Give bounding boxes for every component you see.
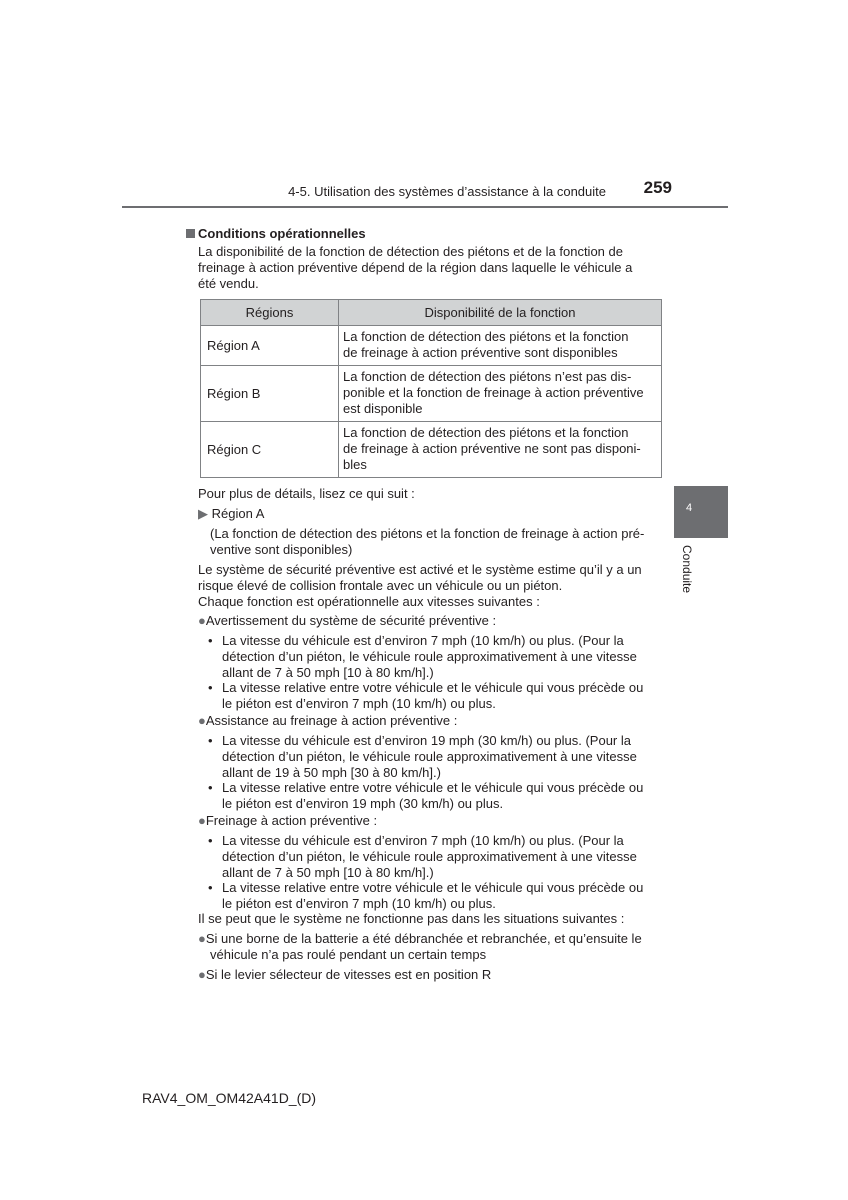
- bullet-line: La vitesse du véhicule est d’environ 7 mph (10 km/h) ou plus. (Pour la: [222, 833, 624, 848]
- bullet-line: La vitesse relative entre votre véhicule et le véhicule qui vous précède ou: [222, 880, 644, 895]
- function-title: [198, 713, 457, 729]
- bullet-line: La vitesse du véhicule est d’environ 7 mph (10 km/h) ou plus. (Pour la: [222, 633, 624, 648]
- triangle-item: [198, 506, 264, 522]
- table-row: [201, 422, 662, 478]
- system-line: risque élevé de collision frontale avec un véhicule ou un piéton.: [198, 578, 563, 593]
- bullet-line: La vitesse relative entre votre véhicule et le véhicule qui vous précède ou: [222, 780, 644, 795]
- bullet-dot: •: [208, 833, 213, 848]
- chapter-label: Conduite: [680, 545, 694, 594]
- triangle-item-label: Région A: [211, 506, 265, 521]
- triangle-note-line: (La fonction de détection des piétons et la fonction de freinage à action pré-: [210, 526, 645, 541]
- header-divider: [122, 206, 728, 208]
- bullet-line: détection d’un piéton, le véhicule roule approximativement à une vitesse: [222, 749, 637, 764]
- circle-bullet-icon: ●: [198, 813, 206, 828]
- bullet-line: détection d’un piéton, le véhicule roule approximativement à une vitesse: [222, 649, 637, 664]
- footer-code: RAV4_OM_OM42A41D_(D): [142, 1090, 317, 1106]
- table-header-regions: Régions: [201, 300, 339, 326]
- bullet-line: le piéton est d’environ 7 mph (10 km/h) ou plus.: [222, 696, 496, 711]
- circle-bullet-icon: ●: [198, 931, 206, 946]
- bullet-line: le piéton est d’environ 19 mph (30 km/h) ou plus.: [222, 796, 504, 811]
- table-cell-line: bles: [343, 457, 367, 472]
- table-row: [201, 366, 662, 422]
- table-cell-line: La fonction de détection des piétons et la fonction: [343, 329, 629, 344]
- bullet-dot: •: [208, 680, 213, 695]
- table-row: [201, 326, 662, 366]
- section-heading-text: Conditions opérationnelles: [198, 226, 366, 241]
- limitation-item: [198, 967, 491, 983]
- bullet-dot: •: [208, 733, 213, 748]
- table-cell-availability: [339, 422, 662, 478]
- table-cell-line: de freinage à action préventive ne sont pas disponi-: [343, 441, 641, 456]
- table-header-availability: Disponibilité de la fonction: [339, 300, 662, 326]
- function-title: [198, 813, 377, 829]
- circle-bullet-icon: ●: [198, 613, 206, 628]
- availability-table: [200, 299, 662, 478]
- triangle-note-line: ventive sont disponibles): [210, 542, 353, 557]
- limitation-line: Si le levier sélecteur de vitesses est en position R: [205, 967, 492, 982]
- limitation-item: [198, 931, 642, 947]
- bullet-dot: •: [208, 780, 213, 795]
- details-lead: Pour plus de détails, lisez ce qui suit :: [198, 486, 415, 501]
- table-cell-line: La fonction de détection des piétons n’est pas dis-: [343, 369, 632, 384]
- limitation-line: véhicule n’a pas roulé pendant un certain temps: [210, 947, 487, 962]
- circle-bullet-icon: ●: [198, 713, 206, 728]
- bullet-line: le piéton est d’environ 7 mph (10 km/h) ou plus.: [222, 896, 496, 911]
- section-heading: [186, 226, 366, 241]
- table-cell-line: La fonction de détection des piétons et la fonction: [343, 425, 629, 440]
- page-number: 259: [643, 178, 672, 197]
- limitation-line: Si une borne de la batterie a été débranchée et rebranchée, et qu’ensuite le: [205, 931, 642, 946]
- function-title-text: Freinage à action préventive :: [205, 813, 378, 828]
- chapter-tab: [674, 486, 728, 538]
- intro-line: freinage à action préventive dépend de la région dans laquelle le véhicule a: [198, 260, 633, 275]
- bullet-dot: •: [208, 880, 213, 895]
- header-title: 4-5. Utilisation des systèmes d’assistance à la conduite: [288, 184, 606, 199]
- table-cell-region: Région C: [201, 422, 339, 478]
- bullet-line: La vitesse relative entre votre véhicule et le véhicule qui vous précède ou: [222, 680, 644, 695]
- table-cell-line: est disponible: [343, 401, 423, 416]
- limitations-intro: Il se peut que le système ne fonctionne pas dans les situations suivantes :: [198, 911, 625, 926]
- function-title: [198, 613, 496, 629]
- function-title-text: Assistance au freinage à action préventive :: [205, 713, 458, 728]
- intro-line: été vendu.: [198, 276, 259, 291]
- bullet-line: allant de 19 à 50 mph [30 à 80 km/h].): [222, 765, 441, 780]
- speeds-intro: Chaque fonction est opérationnelle aux vitesses suivantes :: [198, 594, 540, 609]
- table-header-row: [201, 300, 662, 326]
- circle-bullet-icon: ●: [198, 967, 206, 982]
- function-title-text: Avertissement du système de sécurité préventive :: [205, 613, 497, 628]
- chapter-number: 4: [685, 502, 693, 514]
- table-cell-line: de freinage à action préventive sont disponibles: [343, 345, 618, 360]
- intro-line: La disponibilité de la fonction de détection des piétons et de la fonction de: [198, 244, 623, 259]
- table-cell-region: Région A: [201, 326, 339, 366]
- table-cell-line: ponible et la fonction de freinage à action préventive: [343, 385, 644, 400]
- table-cell-availability: [339, 366, 662, 422]
- table-cell-availability: [339, 326, 662, 366]
- triangle-right-icon: ▶: [198, 506, 208, 521]
- bullet-dot: •: [208, 633, 213, 648]
- table-cell-region: Région B: [201, 366, 339, 422]
- system-line: Le système de sécurité préventive est activé et le système estime qu’il y a un: [198, 562, 642, 577]
- bullet-line: allant de 7 à 50 mph [10 à 80 km/h].): [222, 865, 434, 880]
- bullet-line: allant de 7 à 50 mph [10 à 80 km/h].): [222, 665, 434, 680]
- bullet-line: La vitesse du véhicule est d’environ 19 mph (30 km/h) ou plus. (Pour la: [222, 733, 631, 748]
- square-bullet-icon: [186, 229, 195, 238]
- bullet-line: détection d’un piéton, le véhicule roule approximativement à une vitesse: [222, 849, 637, 864]
